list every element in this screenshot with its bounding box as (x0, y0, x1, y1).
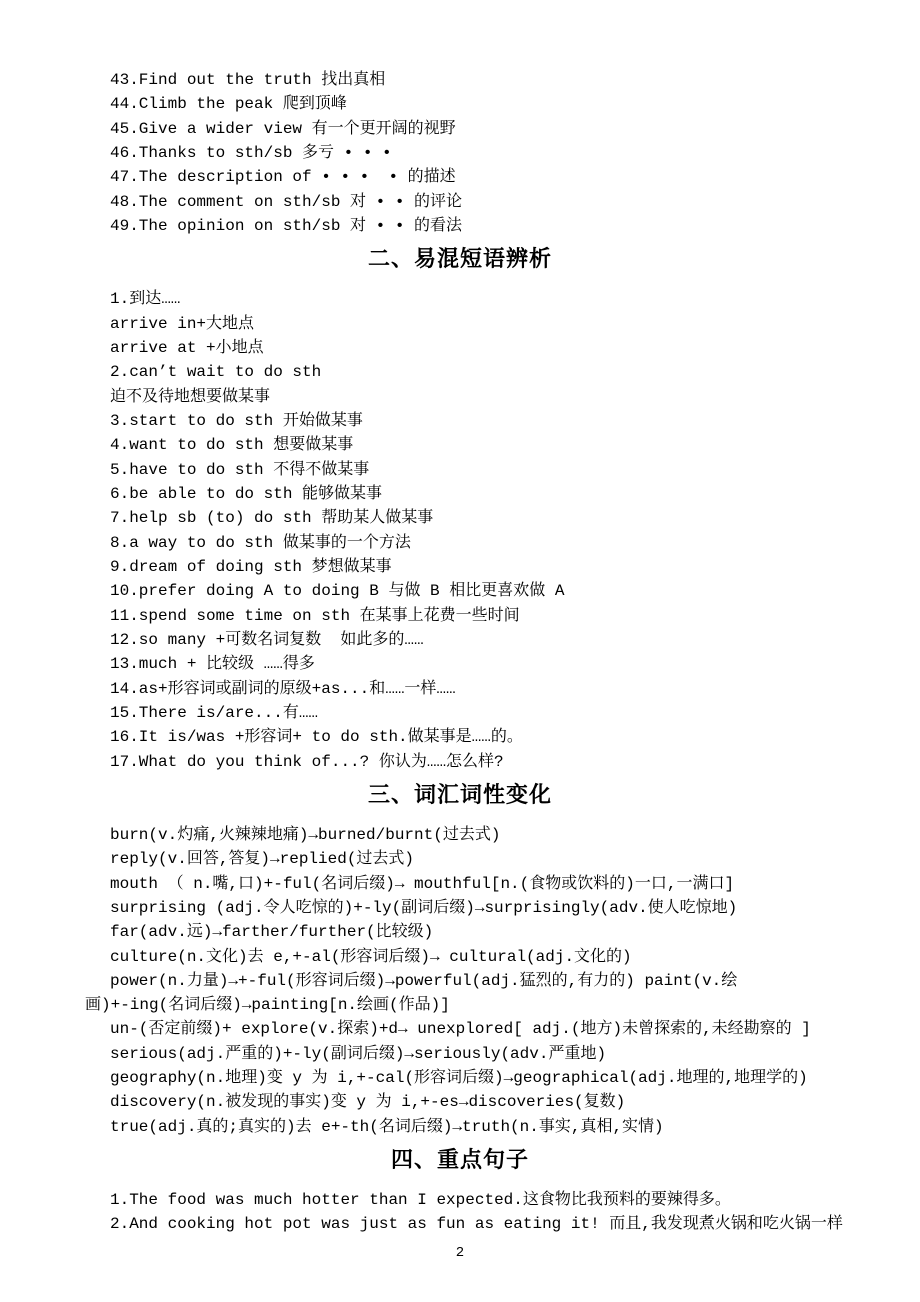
text-line: un-(否定前缀)+ explore(v.探索)+d→ unexplored[ adj.(地方)未曾探索的,未经勘察的 ] (110, 1020, 811, 1039)
text-line: 10.prefer doing A to doing B 与做 B 相比更喜欢做 A (110, 582, 565, 601)
text-line: 15.There is/are...有…… (110, 703, 319, 722)
text-line: 4.want to do sth 想要做某事 (110, 436, 354, 455)
text-line: 5.have to do sth 不得不做某事 (110, 460, 370, 479)
text-line: 3.start to do sth 开始做某事 (110, 411, 363, 430)
text-line: 14.as+形容词或副词的原级+as...和……一样…… (110, 679, 456, 698)
text-line: discovery(n.被发现的事实)变 y 为 i,+-es→discoveries(复数) (110, 1093, 626, 1112)
text-line: 6.be able to do sth 能够做某事 (110, 484, 383, 503)
text-line: burn(v.灼痛,火辣辣地痛)→burned/burnt(过去式) (110, 825, 501, 844)
text-line: 43.Find out the truth 找出真相 (110, 71, 386, 89)
text-line: 2.And cooking hot pot was just as fun as eating it! 而且,我发现煮火锅和吃火锅一样 (110, 1215, 843, 1234)
text-line: 16.It is/was +形容词+ to do sth.做某事是……的。 (110, 728, 523, 747)
text-line: true(adj.真的;真实的)去 e+-th(名词后缀)→truth(n.事实,真相,实情) (110, 1117, 664, 1136)
text-line: 2.can’t wait to do sth (110, 363, 322, 382)
text-line: far(adv.远)→farther/further(比较级) (110, 923, 434, 942)
text-line: 45.Give a wider view 有一个更开阔的视野 (110, 119, 456, 138)
text-line: mouth （ n.嘴,口)+-ful(名词后缀)→ mouthful[n.(食物或饮料的)一口,一满口] (110, 874, 735, 893)
section-key-sentences (85, 1188, 843, 1237)
section-heading-word-forms: 三、词汇词性变化 (367, 781, 552, 807)
text-line: 13.much + 比较级 ……得多 (110, 655, 315, 674)
text-line: 49.The opinion on sth/sb 对 • • 的看法 (110, 216, 463, 235)
page-number: 2 (455, 1245, 465, 1261)
text-line: 17.What do you think of...? 你认为……怎么样? (110, 752, 504, 771)
text-line: arrive in+大地点 (110, 314, 255, 333)
text-line: 7.help sb (to) do sth 帮助某人做某事 (110, 509, 434, 528)
top-phrase-list (85, 68, 835, 238)
text-line: 12.so many +可数名词复数 如此多的…… (110, 630, 424, 649)
text-line: geography(n.地理)变 y 为 i,+-cal(形容词后缀)→geographical(adj.地理的,地理学的) (110, 1069, 808, 1088)
text-line-wrapped: 画)+-ing(名词后缀)→painting[n.绘画(作品)] (85, 996, 450, 1015)
text-line: power(n.力量)→+-ful(形容词后缀)→powerful(adj.猛烈的,有力的) paint(v.绘 (110, 971, 738, 990)
text-line: 8.a way to do sth 做某事的一个方法 (110, 533, 411, 552)
text-line: arrive at +小地点 (110, 338, 264, 357)
text-line: 1.到达…… (110, 290, 181, 309)
text-line: 46.Thanks to sth/sb 多亏 • • • (110, 143, 392, 162)
text-line: surprising (adj.令人吃惊的)+-ly(副词后缀)→surprisingly(adv.使人吃惊地) (110, 898, 738, 917)
section-confusable-phrases (85, 287, 835, 774)
text-line: 1.The food was much hotter than I expected.这食物比我预料的要辣得多。 (110, 1191, 731, 1210)
text-line: serious(adj.严重的)+-ly(副词后缀)→seriously(adv.严重地) (110, 1044, 607, 1063)
text-line: 9.dream of doing sth 梦想做某事 (110, 557, 392, 576)
text-line: reply(v.回答,答复)→replied(过去式) (110, 850, 415, 869)
text-line: 48.The comment on sth/sb 对 • • 的评论 (110, 192, 463, 211)
section-heading-confusable-phrases: 二、易混短语辨析 (367, 246, 552, 272)
text-line: 迫不及待地想要做某事 (110, 387, 271, 406)
text-line: 47.The description of • • • • 的描述 (110, 168, 456, 187)
section-word-forms (85, 823, 835, 1139)
text-line: 11.spend some time on sth 在某事上花费一些时间 (110, 606, 520, 625)
text-line: 44.Climb the peak 爬到顶峰 (110, 95, 347, 114)
text-line: culture(n.文化)去 e,+-al(形容词后缀)→ cultural(adj.文化的) (110, 947, 632, 966)
section-heading-key-sentences: 四、重点句子 (390, 1147, 529, 1173)
